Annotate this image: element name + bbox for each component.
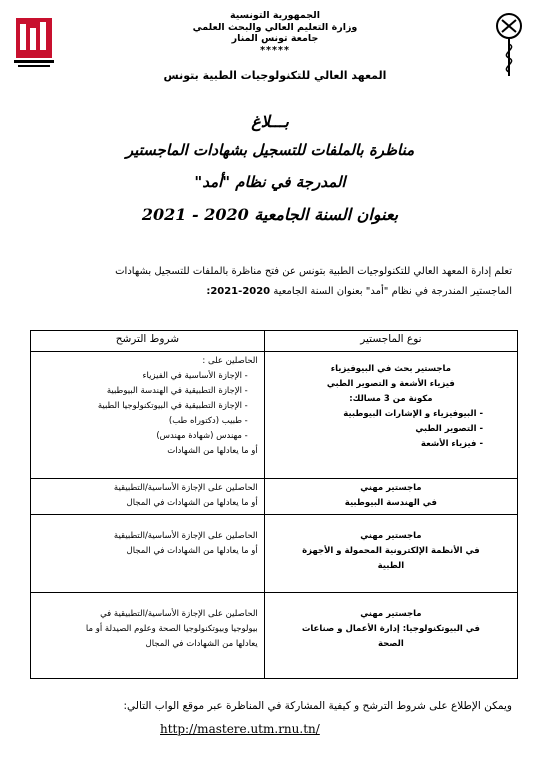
table-header-row: [31, 331, 518, 352]
announcement-title: بـــلاغ: [251, 112, 289, 131]
announcement-system: المدرجة في نظام "أمد": [194, 173, 346, 191]
website-link[interactable]: http://mastere.utm.rnu.tn/: [160, 722, 320, 736]
list-item: - البيوفيزياء و الإشارات البيوطبية: [271, 407, 483, 422]
republic-name: الجمهورية التونسية: [230, 10, 320, 21]
institute-name: المعهد العالي للتكنولوجيات الطبية بتونس: [163, 69, 387, 82]
conditions-list: [37, 369, 258, 444]
table-row: [31, 352, 518, 479]
institute-logo: [490, 10, 528, 80]
col-header-conditions: شروط الترشح: [31, 331, 265, 352]
intro-paragraph: [22, 262, 512, 302]
list-item: - فيزياء الأشعة: [271, 437, 483, 452]
announcement-subtitle: مناظرة بالملفات للتسجيل بشهادات الماجستير: [125, 141, 415, 159]
masters-table: [30, 330, 518, 679]
intro-year: 2020-2021:: [206, 286, 271, 297]
tracks-list: [271, 407, 511, 452]
col-header-type: نوع الماجستير: [264, 331, 517, 352]
master-type-cell: ماجستير بحث في البيوفيزياء فيزياء الأشعة و التصوير الطبي مكونة من 3 مسالك: - البيوفيزياء و الإشارات البيوطبية - التصوير الطبي - فيزياء الأشعة: [264, 352, 517, 479]
list-item: - الإجازة التطبيقية في الهندسة البيوطبية: [37, 384, 248, 399]
footer-note: ويمكن الإطلاع على شروط الترشح و كيفية المشاركة في المناظرة عبر موقع الواب التالي:: [123, 700, 512, 712]
conditions-cell: الحاصلين على الإجازة الأساسية/التطبيقية في بيولوجيا وبيوتكنولوجيا الصحة وعلوم الصيدلة أو ما يعادلها من الشهادات في المجال: [31, 593, 265, 679]
university-logo: [12, 14, 56, 70]
academic-year: بعنوان السنة الجامعية 2020 - 2021: [141, 205, 399, 224]
list-item: - مهندس (شهادة مهندس): [37, 429, 248, 444]
list-item: - الإجازة التطبيقية في البيوتكنولوجيا الطبية: [37, 399, 248, 414]
intro-line-1: تعلم إدارة المعهد العالي للتكنولوجيات الطبية بتونس عن فتح مناظرة بالملفات للتسجيل بشهادات: [115, 266, 512, 277]
ministry-name: وزارة التعليم العالي والبحث العلمي: [192, 21, 358, 33]
conditions-cell: الحاصلين على الإجازة الأساسية/التطبيقية أو ما يعادلها من الشهادات في المجال: [31, 515, 265, 593]
announcement-titles: [60, 110, 480, 232]
list-item: - الإجازة الأساسية في الفيزياء: [37, 369, 248, 384]
table-row: [31, 479, 518, 515]
master-type-cell: ماجستير مهني في الأنظمة الإلكترونية المحمولة و الأجهزة الطبية: [264, 515, 517, 593]
conditions-cell: الحاصلين على الإجازة الأساسية/التطبيقية أو ما يعادلها من الشهادات في المجال: [31, 479, 265, 515]
table-row: [31, 593, 518, 679]
intro-line-2: الماجستير المندرجة في نظام "أمد" بعنوان السنة الجامعية 2020-2021:: [206, 286, 512, 297]
conditions-cell: الحاصلين على : - الإجازة الأساسية في الفيزياء - الإجازة التطبيقية في الهندسة البيوطبية - الإجازة التطبيقية في البيوتكنولوجيا الطبية - طبيب (دكتوراه طب) - مهندس (شهادة مهندس) أو ما يعادلها من الشهادات: [31, 352, 265, 479]
list-item: - طبيب (دكتوراه طب): [37, 414, 248, 429]
stars-separator: *****: [260, 44, 290, 56]
ministry-header: [130, 10, 420, 56]
master-type-cell: ماجستير مهني في البيوتكنولوجيا: إدارة الأعمال و صناعات الصحة: [264, 593, 517, 679]
table-row: [31, 515, 518, 593]
university-name: جامعة تونس المنار: [231, 33, 319, 44]
list-item: - التصوير الطبي: [271, 422, 483, 437]
master-type-cell: ماجستير مهني في الهندسة البيوطبية: [264, 479, 517, 515]
